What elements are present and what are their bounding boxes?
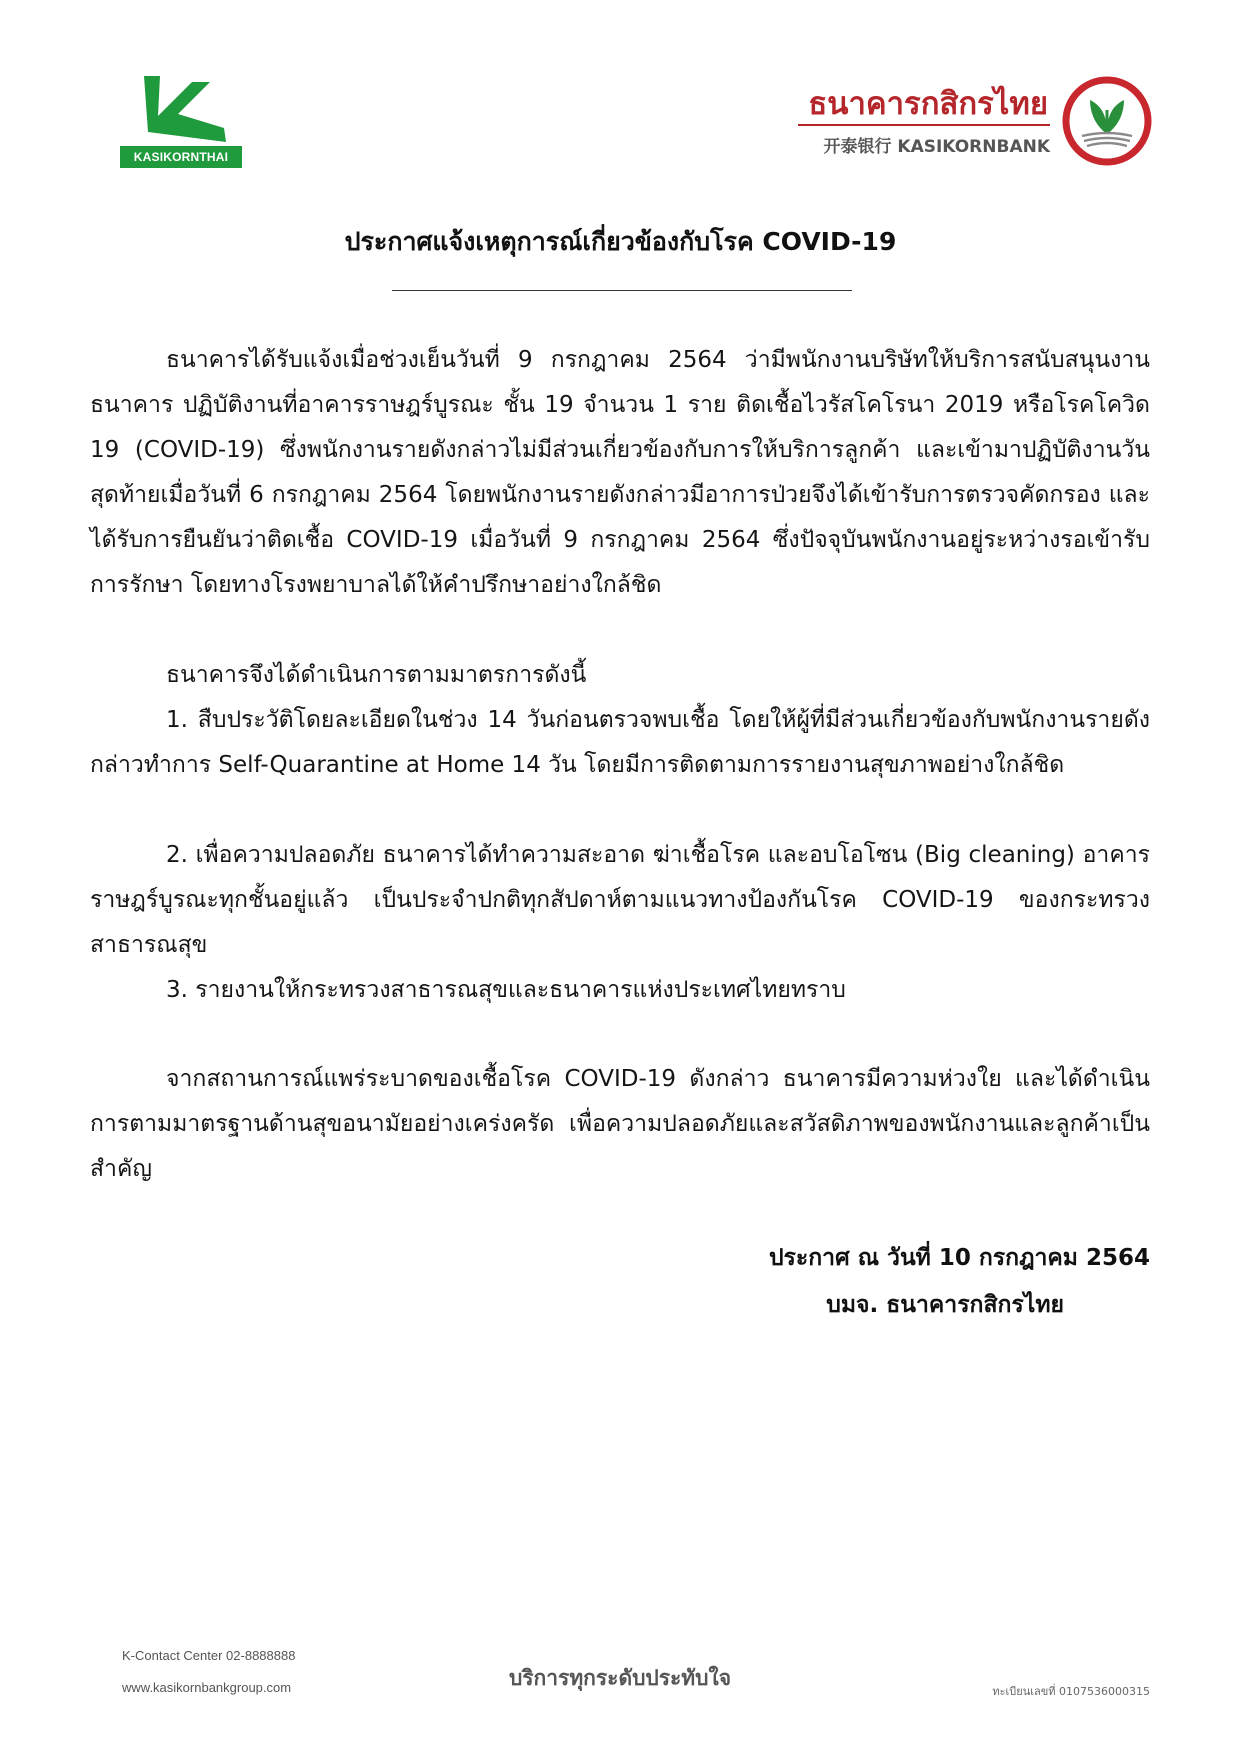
bank-thai-name: ธนาคารกสิกรไทย xyxy=(808,86,1048,122)
title-underline xyxy=(392,290,852,291)
k-letter-icon xyxy=(134,72,234,146)
issuing-organization: บมจ. ธนาคารกสิกรไทย xyxy=(826,1292,1064,1318)
footer-slogan: บริการทุกระดับประทับใจ xyxy=(508,1666,732,1690)
kasikornthai-logo xyxy=(120,72,246,168)
announcement-date: ประกาศ ณ วันที่ 10 กรกฎาคม 2564 xyxy=(768,1245,1150,1271)
contact-center: K-Contact Center 02-8888888 xyxy=(122,1648,296,1663)
website-link[interactable]: www.kasikornbankgroup.com xyxy=(122,1680,292,1695)
bank-english-name: 开泰银行 KASIKORNBANK xyxy=(823,137,1050,157)
incident-paragraph: ธนาคารได้รับแจ้งเมื่อช่วงเย็นวันที่ 9 กรกฎาคม 2564 ว่ามีพนักงานบริษัทให้บริการสนับสนุนงานธนาคาร ปฏิบัติงานที่อาคารราษฎร์บูรณะ ชั้น 19 จำนวน 1 ราย ติดเชื้อไวรัสโคโรนา 2019 หรือโรคโควิด 19 (COVID-19) ซึ่งพนักงานรายดังกล่าวไม่มีส่วนเกี่ยวข้องกับการให้บริการลูกค้า และเข้ามาปฏิบัติงานวันสุดท้ายเมื่อวันที่ 6 กรกฎาคม 2564 โดยพนักงานรายดังกล่าวมีอาการป่วยจึงได้เข้ารับการตรวจคัดกรอง และได้รับการยืนยันว่าติดเชื้อ COVID-19 เมื่อวันที่ 9 กรกฎาคม 2564 ซึ่งปัจจุบันพนักงานอยู่ระหว่างรอเข้ารับการรักษา โดยทางโรงพยาบาลได้ให้คำปรึกษาอย่างใกล้ชิด xyxy=(90,347,1150,598)
measure-item: 1. สืบประวัติโดยละเอียดในช่วง 14 วันก่อนตรวจพบเชื้อ โดยให้ผู้ที่มีส่วนเกี่ยวข้องกับพนักงานรายดังกล่าวทำการ Self-Quarantine at Home 14 วัน โดยมีการติดตามการรายงานสุขภาพอย่างใกล้ชิด xyxy=(90,707,1150,778)
measure-item: 2. เพื่อความปลอดภัย ธนาคารได้ทำความสะอาด ฆ่าเชื้อโรค และอบโอโซน (Big cleaning) อาคารราษฎร์บูรณะทุกชั้นอยู่แล้ว เป็นประจำปกติทุกสัปดาห์ตามแนวทางป้องกันโรค COVID-19 ของกระทรวงสาธารณสุข xyxy=(90,842,1150,958)
rice-plant-emblem-icon xyxy=(1060,74,1154,168)
document-title: ประกาศแจ้งเหตุการณ์เกี่ยวข้องกับโรค COVID-19 xyxy=(344,227,897,256)
registration-number: ทะเบียนเลขที่ 0107536000315 xyxy=(992,1685,1150,1698)
measures-intro: ธนาคารจึงได้ดำเนินการตามมาตรการดังนี้ xyxy=(166,662,587,688)
kasikornbank-logo xyxy=(790,74,1160,174)
closing-paragraph: จากสถานการณ์แพร่ระบาดของเชื้อโรค COVID-19 ดังกล่าว ธนาคารมีความห่วงใย และได้ดำเนินการตามมาตรฐานด้านสุขอนามัยอย่างเคร่งครัด เพื่อความปลอดภัยและสวัสดิภาพของพนักงานและลูกค้าเป็นสำคัญ xyxy=(90,1066,1150,1182)
brand-tag: KASIKORNTHAI xyxy=(120,146,242,168)
measure-item: 3. รายงานให้กระทรวงสาธารณสุขและธนาคารแห่งประเทศไทยทราบ xyxy=(166,977,846,1003)
logo-divider xyxy=(798,124,1050,126)
